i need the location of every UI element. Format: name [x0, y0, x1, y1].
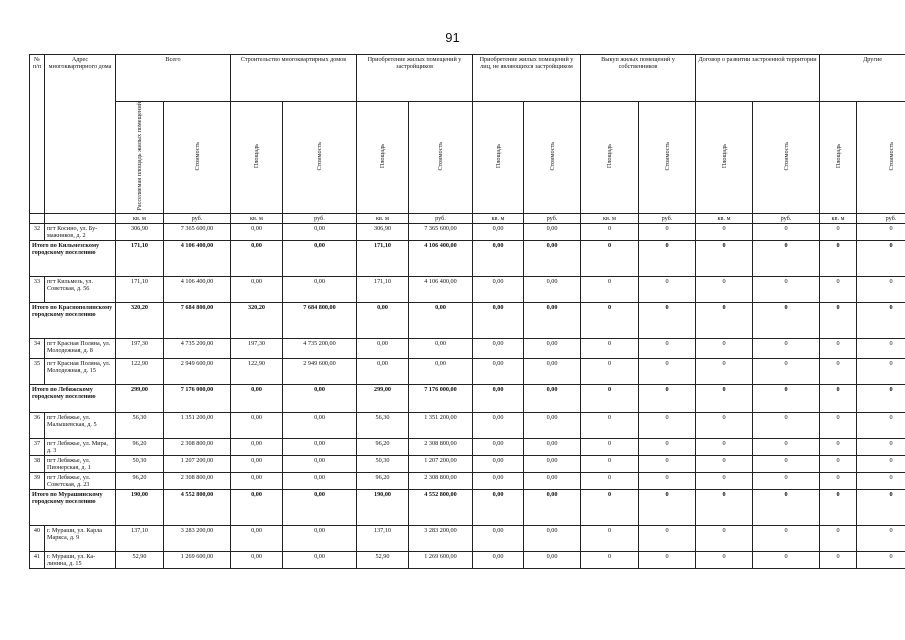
- value-cell: 190,00: [357, 489, 409, 525]
- table-row: [30, 276, 905, 302]
- value-cell: 96,20: [357, 438, 409, 455]
- table-row: [30, 223, 905, 240]
- value-cell: 0,00: [231, 223, 283, 240]
- page-number: 91: [445, 30, 460, 45]
- row-number: 35: [30, 358, 45, 384]
- value-cell: 1 269 600,00: [409, 551, 473, 568]
- value-cell: 0: [820, 338, 857, 358]
- value-cell: 0: [820, 276, 857, 302]
- value-cell: 0,00: [473, 438, 524, 455]
- row-address: пгт Лебяжье, ул. Малышевская, д. 5: [45, 412, 116, 438]
- col-group-header: Другие: [820, 55, 905, 102]
- value-cell: 0: [820, 358, 857, 384]
- table-row: [30, 338, 905, 358]
- value-cell: 0,00: [524, 240, 581, 276]
- value-cell: 0,00: [524, 412, 581, 438]
- value-cell: 0,00: [231, 525, 283, 551]
- value-cell: 7 176 000,00: [164, 384, 231, 412]
- value-cell: 0: [696, 412, 753, 438]
- row-number: 33: [30, 276, 45, 302]
- value-cell: 0: [639, 438, 696, 455]
- value-cell: 96,20: [116, 438, 164, 455]
- col-subheader-area: [696, 102, 753, 214]
- value-cell: 0: [820, 438, 857, 455]
- value-cell: 0,00: [283, 223, 357, 240]
- value-cell: 171,10: [357, 276, 409, 302]
- value-cell: 96,20: [357, 472, 409, 489]
- col-header-number: № п/п: [30, 55, 45, 214]
- value-cell: 0: [753, 412, 820, 438]
- value-cell: 52,90: [116, 551, 164, 568]
- value-cell: 0: [639, 276, 696, 302]
- value-cell: 0,00: [409, 358, 473, 384]
- value-cell: 137,10: [116, 525, 164, 551]
- value-cell: 0: [581, 489, 639, 525]
- value-cell: 0: [581, 472, 639, 489]
- value-cell: 0,00: [524, 472, 581, 489]
- value-cell: 320,20: [231, 302, 283, 338]
- header-row-groups: [30, 55, 905, 102]
- unit-rub: руб.: [283, 213, 357, 223]
- value-cell: 0,00: [473, 489, 524, 525]
- value-cell: 2 308 800,00: [164, 438, 231, 455]
- value-cell: 0: [820, 412, 857, 438]
- value-cell: 0: [696, 384, 753, 412]
- value-cell: 0,00: [524, 302, 581, 338]
- value-cell: 2 949 600,00: [164, 358, 231, 384]
- value-cell: 1 351 200,00: [164, 412, 231, 438]
- value-cell: 0: [639, 412, 696, 438]
- row-number: 41: [30, 551, 45, 568]
- row-address: пгт Кильмезь, ул. Советская, д. 56: [45, 276, 116, 302]
- value-cell: 299,00: [116, 384, 164, 412]
- value-cell: 0,00: [473, 384, 524, 412]
- value-cell: 0: [639, 455, 696, 472]
- unit-rub: руб.: [857, 213, 905, 223]
- value-cell: 0: [753, 358, 820, 384]
- units-row: [30, 213, 905, 223]
- value-cell: 0: [581, 438, 639, 455]
- row-address: пгт Косино, ул. Бу-мажников, д. 2: [45, 223, 116, 240]
- col-subheader-area: [357, 102, 409, 214]
- col-group-header: Выкуп жилых помещений у собственников: [581, 55, 696, 102]
- table-row: [30, 551, 905, 568]
- value-cell: 1 351 200,00: [409, 412, 473, 438]
- value-cell: 0: [753, 525, 820, 551]
- value-cell: 0,00: [473, 472, 524, 489]
- subheader-label: Расселяемая площадь жилых помещений: [136, 102, 143, 211]
- value-cell: 0: [820, 551, 857, 568]
- value-cell: 0,00: [283, 276, 357, 302]
- table-row: [30, 438, 905, 455]
- value-cell: 0,00: [283, 455, 357, 472]
- value-cell: 0,00: [357, 358, 409, 384]
- value-cell: 0: [753, 384, 820, 412]
- table-row: [30, 525, 905, 551]
- value-cell: 0,00: [409, 302, 473, 338]
- subtotal-label: Итого по Краснополянскому городскому поселению: [30, 302, 116, 338]
- col-header-address: Адрес многоквартирного дома: [45, 55, 116, 214]
- value-cell: 4 552 800,00: [409, 489, 473, 525]
- table-header: [30, 55, 905, 224]
- value-cell: 0: [820, 384, 857, 412]
- value-cell: 0: [753, 223, 820, 240]
- value-cell: 0: [639, 551, 696, 568]
- row-address: пгт Красная Поляна, ул. Молодежная, д. 15: [45, 358, 116, 384]
- value-cell: 0,00: [357, 338, 409, 358]
- value-cell: 0: [820, 489, 857, 525]
- value-cell: 0,00: [283, 489, 357, 525]
- value-cell: 7 684 800,00: [164, 302, 231, 338]
- value-cell: 4 106 400,00: [409, 240, 473, 276]
- value-cell: 7 365 600,00: [164, 223, 231, 240]
- value-cell: 122,90: [231, 358, 283, 384]
- value-cell: 0,00: [283, 384, 357, 412]
- unit-cell: [30, 213, 45, 223]
- unit-area: кв. м: [473, 213, 524, 223]
- value-cell: 1 269 600,00: [164, 551, 231, 568]
- unit-cell: [45, 213, 116, 223]
- value-cell: 0: [857, 525, 905, 551]
- value-cell: 0: [581, 551, 639, 568]
- value-cell: 0: [753, 276, 820, 302]
- value-cell: 0,00: [283, 472, 357, 489]
- value-cell: 0: [696, 302, 753, 338]
- value-cell: 0: [581, 302, 639, 338]
- col-subheader-cost: [409, 102, 473, 214]
- value-cell: 7 365 600,00: [409, 223, 473, 240]
- value-cell: 4 735 200,00: [164, 338, 231, 358]
- value-cell: 0: [639, 384, 696, 412]
- value-cell: 0: [696, 525, 753, 551]
- value-cell: 4 106 400,00: [164, 240, 231, 276]
- subheader-label: Площадь: [379, 144, 386, 169]
- value-cell: 171,10: [116, 240, 164, 276]
- value-cell: 0: [581, 525, 639, 551]
- table-body: [30, 223, 905, 568]
- value-cell: 0,00: [283, 240, 357, 276]
- value-cell: 0: [639, 472, 696, 489]
- unit-rub: руб.: [524, 213, 581, 223]
- value-cell: 7 176 000,00: [409, 384, 473, 412]
- unit-rub: руб.: [753, 213, 820, 223]
- value-cell: 0: [857, 438, 905, 455]
- value-cell: 2 308 800,00: [164, 472, 231, 489]
- row-number: 38: [30, 455, 45, 472]
- row-number: 34: [30, 338, 45, 358]
- subheader-label: Стоимость: [193, 142, 201, 171]
- value-cell: 0: [581, 412, 639, 438]
- value-cell: 56,30: [357, 412, 409, 438]
- value-cell: 0: [696, 472, 753, 489]
- value-cell: 0,00: [231, 412, 283, 438]
- col-subheader-cost: [283, 102, 357, 214]
- value-cell: 0: [696, 489, 753, 525]
- unit-area: кв. м: [696, 213, 753, 223]
- subheader-label: Стоимость: [437, 142, 444, 171]
- value-cell: 4 106 400,00: [409, 276, 473, 302]
- value-cell: 0,00: [283, 551, 357, 568]
- value-cell: 0,00: [231, 472, 283, 489]
- value-cell: 0: [820, 240, 857, 276]
- value-cell: 0: [753, 240, 820, 276]
- value-cell: 306,90: [116, 223, 164, 240]
- value-cell: 0: [820, 223, 857, 240]
- unit-rub: руб.: [409, 213, 473, 223]
- value-cell: 0: [753, 551, 820, 568]
- value-cell: 0: [696, 455, 753, 472]
- row-address: пгт Лебяжье, ул. Мира, д. 3: [45, 438, 116, 455]
- col-subheader-area: [473, 102, 524, 214]
- value-cell: 0,00: [231, 384, 283, 412]
- row-address: пгт Красная Поляна, ул. Молодежная, д. 8: [45, 338, 116, 358]
- subheader-label: Стоимость: [548, 142, 556, 171]
- col-subheader-cost: [753, 102, 820, 214]
- subtotal-row: [30, 489, 905, 525]
- value-cell: 0: [753, 489, 820, 525]
- value-cell: 0,00: [473, 276, 524, 302]
- subtotal-row: [30, 240, 905, 276]
- value-cell: 56,30: [116, 412, 164, 438]
- header-row-sub: [30, 102, 905, 214]
- subheader-label: Площадь: [494, 144, 502, 169]
- value-cell: 0: [857, 302, 905, 338]
- value-cell: 0,00: [473, 240, 524, 276]
- subtotal-label: Итого по Кильмезскому городскому поселению: [30, 240, 116, 276]
- value-cell: 0,00: [473, 455, 524, 472]
- value-cell: 0: [857, 489, 905, 525]
- value-cell: 0: [820, 472, 857, 489]
- subheader-label: Стоимость: [663, 142, 671, 171]
- subheader-label: Стоимость: [782, 142, 790, 171]
- col-group-header: Строительство многоквартирных домов: [231, 55, 357, 102]
- value-cell: 0: [820, 455, 857, 472]
- value-cell: 0,00: [473, 358, 524, 384]
- housing-table: [29, 54, 905, 569]
- subheader-label: Площадь: [606, 144, 613, 169]
- col-subheader-cost: [524, 102, 581, 214]
- unit-rub: руб.: [639, 213, 696, 223]
- value-cell: 0: [857, 358, 905, 384]
- row-address: г. Мураши, ул. Ка-линина, д. 15: [45, 551, 116, 568]
- table-row: [30, 455, 905, 472]
- value-cell: 0,00: [524, 358, 581, 384]
- value-cell: 0,00: [231, 240, 283, 276]
- col-group-header: Приобретение жилых помещений у лиц, не являющихся застройщиком: [473, 55, 581, 102]
- value-cell: 52,90: [357, 551, 409, 568]
- col-group-header: Приобретение жилых помещений у застройщиков: [357, 55, 473, 102]
- unit-area: кв. м: [581, 213, 639, 223]
- value-cell: 0: [857, 276, 905, 302]
- value-cell: 0,00: [231, 276, 283, 302]
- value-cell: 0: [857, 455, 905, 472]
- value-cell: 0: [753, 338, 820, 358]
- value-cell: 0: [639, 302, 696, 338]
- unit-rub: руб.: [164, 213, 231, 223]
- value-cell: 0,00: [524, 338, 581, 358]
- value-cell: 0,00: [231, 438, 283, 455]
- value-cell: 0,00: [524, 551, 581, 568]
- value-cell: 0: [753, 438, 820, 455]
- value-cell: 3 283 200,00: [409, 525, 473, 551]
- row-address: пгт Лебяжье, ул. Советская, д. 23: [45, 472, 116, 489]
- value-cell: 320,20: [116, 302, 164, 338]
- value-cell: 2 949 600,00: [283, 358, 357, 384]
- value-cell: 0: [581, 223, 639, 240]
- subtotal-label: Итого по Мурашинскому городскому поселению: [30, 489, 116, 525]
- value-cell: 0,00: [524, 276, 581, 302]
- value-cell: 0,00: [524, 489, 581, 525]
- value-cell: 0,00: [231, 551, 283, 568]
- value-cell: 0,00: [473, 338, 524, 358]
- unit-area: кв. м: [231, 213, 283, 223]
- subtotal-label: Итого по Лебяжскому городскому поселению: [30, 384, 116, 412]
- value-cell: 0: [696, 338, 753, 358]
- value-cell: 0: [820, 302, 857, 338]
- col-group-header: Всего: [116, 55, 231, 102]
- value-cell: 0: [581, 240, 639, 276]
- value-cell: 0: [857, 551, 905, 568]
- value-cell: 0,00: [473, 302, 524, 338]
- value-cell: 171,10: [357, 240, 409, 276]
- row-number: 37: [30, 438, 45, 455]
- subheader-label: Площадь: [834, 144, 842, 169]
- value-cell: 0: [639, 338, 696, 358]
- value-cell: 0: [696, 358, 753, 384]
- col-subheader-area: [116, 102, 164, 214]
- subtotal-row: [30, 384, 905, 412]
- col-group-header: Договор о развитии застроенной территории: [696, 55, 820, 102]
- value-cell: 50,30: [357, 455, 409, 472]
- col-subheader-cost: [164, 102, 231, 214]
- value-cell: 3 283 200,00: [164, 525, 231, 551]
- value-cell: 0,00: [231, 489, 283, 525]
- subtotal-row: [30, 302, 905, 338]
- subheader-label: Стоимость: [316, 142, 323, 171]
- value-cell: 306,90: [357, 223, 409, 240]
- value-cell: 0: [696, 223, 753, 240]
- value-cell: 0: [581, 455, 639, 472]
- value-cell: 96,20: [116, 472, 164, 489]
- value-cell: 0: [753, 455, 820, 472]
- unit-area: кв. м: [820, 213, 857, 223]
- value-cell: 0: [820, 525, 857, 551]
- value-cell: 0: [581, 276, 639, 302]
- value-cell: 4 735 200,00: [283, 338, 357, 358]
- value-cell: 0,00: [357, 302, 409, 338]
- table-row: [30, 358, 905, 384]
- col-subheader-cost: [639, 102, 696, 214]
- value-cell: 0: [581, 384, 639, 412]
- value-cell: 0: [696, 240, 753, 276]
- value-cell: 0: [639, 489, 696, 525]
- table-row: [30, 472, 905, 489]
- subheader-label: Площадь: [253, 144, 260, 169]
- subheader-label: Площадь: [720, 144, 728, 169]
- value-cell: 0: [857, 472, 905, 489]
- value-cell: 0,00: [524, 223, 581, 240]
- value-cell: 137,10: [357, 525, 409, 551]
- subheader-label: Стоимость: [887, 142, 895, 171]
- value-cell: 197,30: [116, 338, 164, 358]
- value-cell: 0,00: [524, 455, 581, 472]
- value-cell: 0,00: [524, 438, 581, 455]
- row-address: г. Мураши, ул. Карла Маркса, д. 9: [45, 525, 116, 551]
- value-cell: 0: [696, 551, 753, 568]
- value-cell: 0: [753, 472, 820, 489]
- row-number: 40: [30, 525, 45, 551]
- col-subheader-cost: [857, 102, 905, 214]
- value-cell: 299,00: [357, 384, 409, 412]
- row-number: 39: [30, 472, 45, 489]
- value-cell: 0,00: [473, 525, 524, 551]
- value-cell: 1 207 200,00: [164, 455, 231, 472]
- value-cell: 0,00: [473, 551, 524, 568]
- value-cell: 0,00: [231, 455, 283, 472]
- col-subheader-area: [820, 102, 857, 214]
- value-cell: 0: [857, 338, 905, 358]
- value-cell: 1 207 200,00: [409, 455, 473, 472]
- value-cell: 0: [581, 358, 639, 384]
- value-cell: 2 308 800,00: [409, 472, 473, 489]
- unit-area: кв. м: [116, 213, 164, 223]
- value-cell: 190,00: [116, 489, 164, 525]
- table-row: [30, 412, 905, 438]
- row-number: 32: [30, 223, 45, 240]
- value-cell: 0,00: [524, 384, 581, 412]
- value-cell: 4 106 400,00: [164, 276, 231, 302]
- value-cell: 0: [857, 223, 905, 240]
- value-cell: 0,00: [409, 338, 473, 358]
- value-cell: 0: [639, 240, 696, 276]
- value-cell: 0: [639, 525, 696, 551]
- value-cell: 0: [696, 276, 753, 302]
- value-cell: 7 684 800,00: [283, 302, 357, 338]
- col-subheader-area: [581, 102, 639, 214]
- value-cell: 2 308 800,00: [409, 438, 473, 455]
- value-cell: 0: [696, 438, 753, 455]
- row-number: 36: [30, 412, 45, 438]
- value-cell: 0: [857, 412, 905, 438]
- value-cell: 122,90: [116, 358, 164, 384]
- value-cell: 50,30: [116, 455, 164, 472]
- value-cell: 0,00: [283, 412, 357, 438]
- value-cell: 0,00: [473, 412, 524, 438]
- value-cell: 0: [639, 223, 696, 240]
- value-cell: 0: [857, 384, 905, 412]
- value-cell: 4 552 800,00: [164, 489, 231, 525]
- value-cell: 171,10: [116, 276, 164, 302]
- value-cell: 0: [639, 358, 696, 384]
- value-cell: 0,00: [283, 438, 357, 455]
- value-cell: 197,30: [231, 338, 283, 358]
- col-subheader-area: [231, 102, 283, 214]
- row-address: пгт Лебяжье, ул. Пионерская, д. 1: [45, 455, 116, 472]
- value-cell: 0,00: [473, 223, 524, 240]
- value-cell: 0: [857, 240, 905, 276]
- value-cell: 0: [581, 338, 639, 358]
- value-cell: 0,00: [283, 525, 357, 551]
- value-cell: 0: [753, 302, 820, 338]
- unit-area: кв. м: [357, 213, 409, 223]
- value-cell: 0,00: [524, 525, 581, 551]
